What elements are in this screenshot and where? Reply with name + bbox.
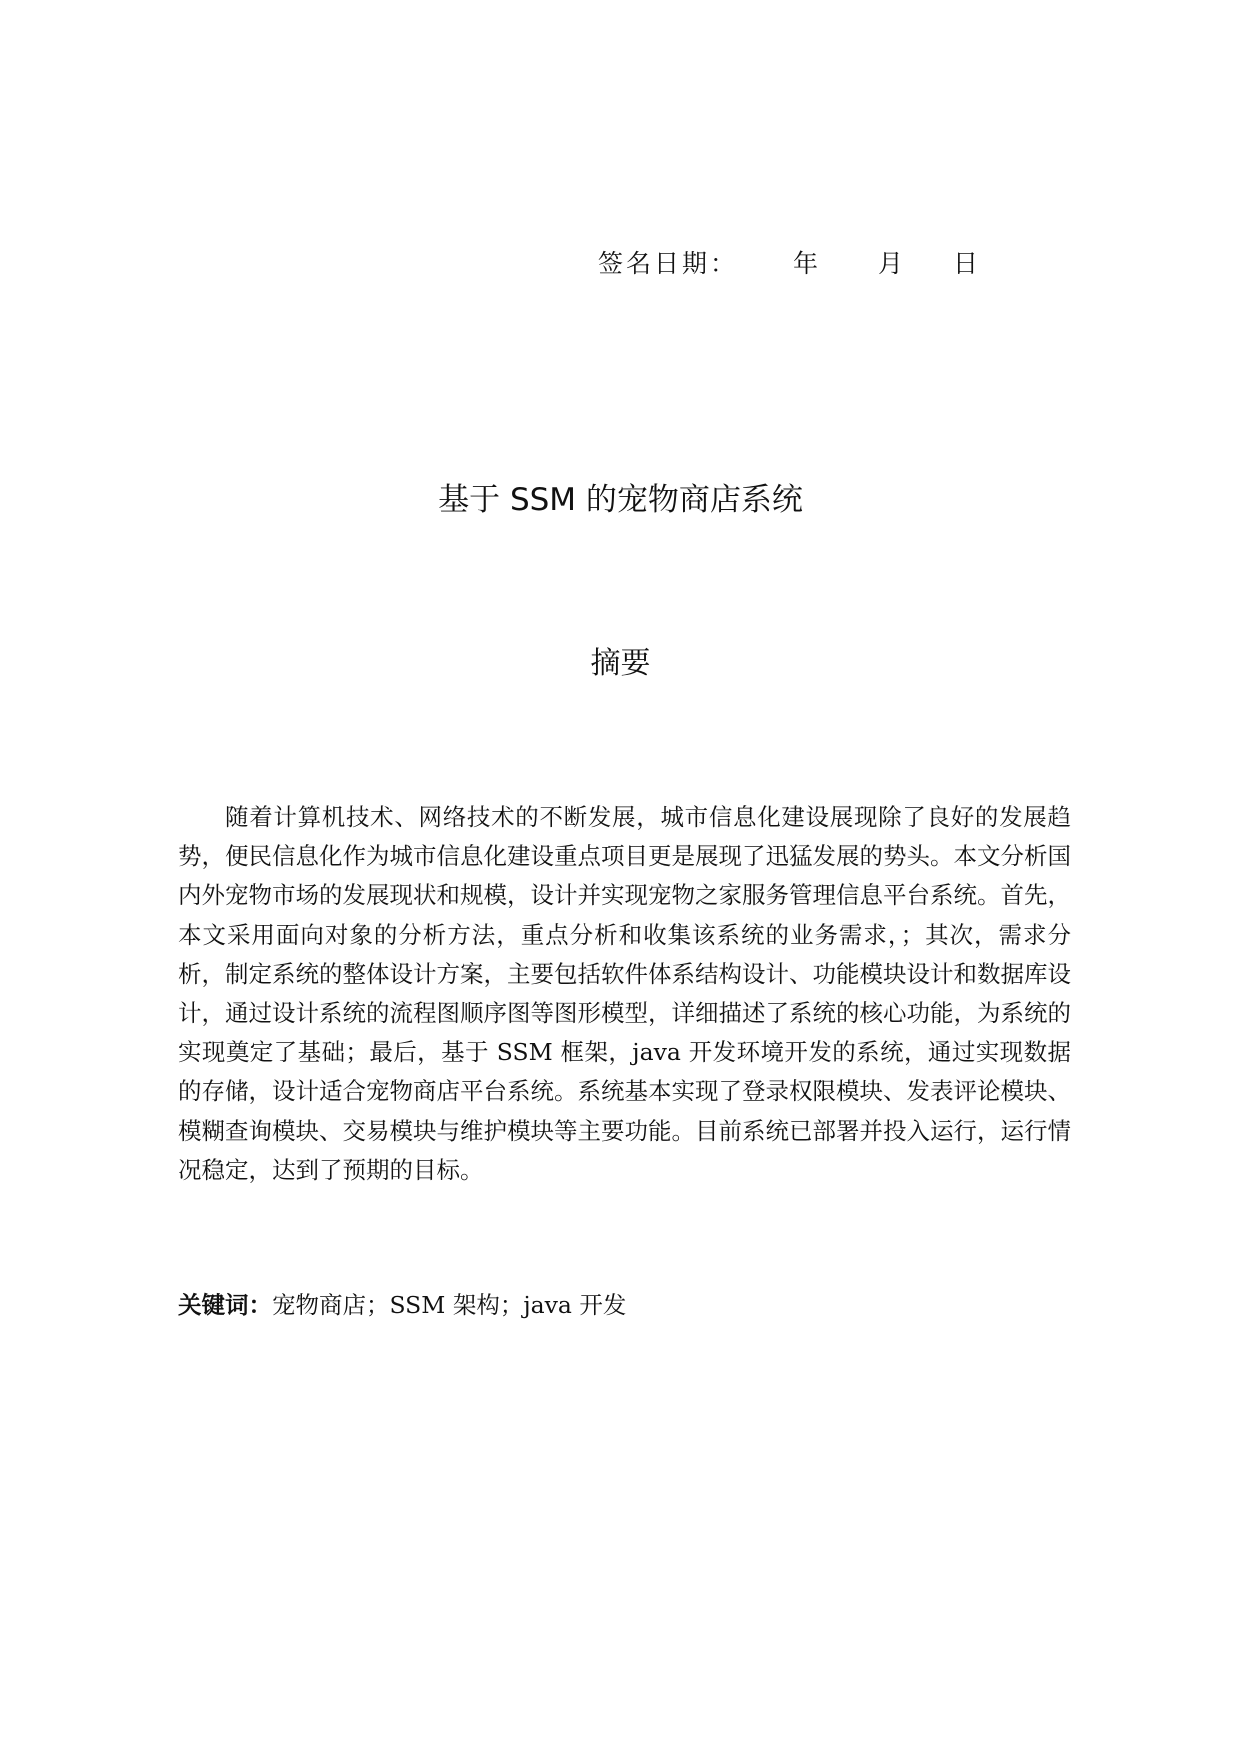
page-title: 基于 SSM 的宠物商店系统 [438, 482, 803, 518]
abstract-heading: 摘要 [590, 646, 651, 681]
signature-day-label: 日 [953, 249, 982, 278]
abstract-body: 随着计算机技术、网络技术的不断发展，城市信息化建设展现除了良好的发展趋势，便民信息化作为城市信息化建设重点项目更是展现了迅猛发展的势头。本文分析国内外宠物市场的发展现状和规模，设计并实现宠物之家服务管理信息平台系统。首先，本文采用面向对象的分析方法，重点分析和收集该系统的业务需求，；其次，需求分析，制定系统的整体设计方案，主要包括软件体系结构设计、功能模块设计和数据库设计，通过设计系统的流程图顺序图等图形模型，详细描述了系统的核心功能，为系统的实现奠定了基础；最后，基于 SSM 框架，java 开发环境开发的系统，通过实现数据的存储，设计适合宠物商店平台系统。系统基本实现了登录权限模块、发表评论模块、模糊查询模块、交易模块与维护模块等主要功能。目前系统已部署并投入运行，运行情况稳定，达到了预期的目标。 [178, 803, 1071, 1184]
signature-year-label: 年 [793, 249, 822, 278]
keywords-value: 宠物商店；SSM 架构；java 开发 [272, 1291, 627, 1319]
keywords-line [178, 1287, 1078, 1323]
signature-date-label: 签名日期： [598, 249, 739, 278]
signature-month-label: 月 [878, 249, 907, 278]
keywords-label: 关键词： [178, 1291, 272, 1319]
